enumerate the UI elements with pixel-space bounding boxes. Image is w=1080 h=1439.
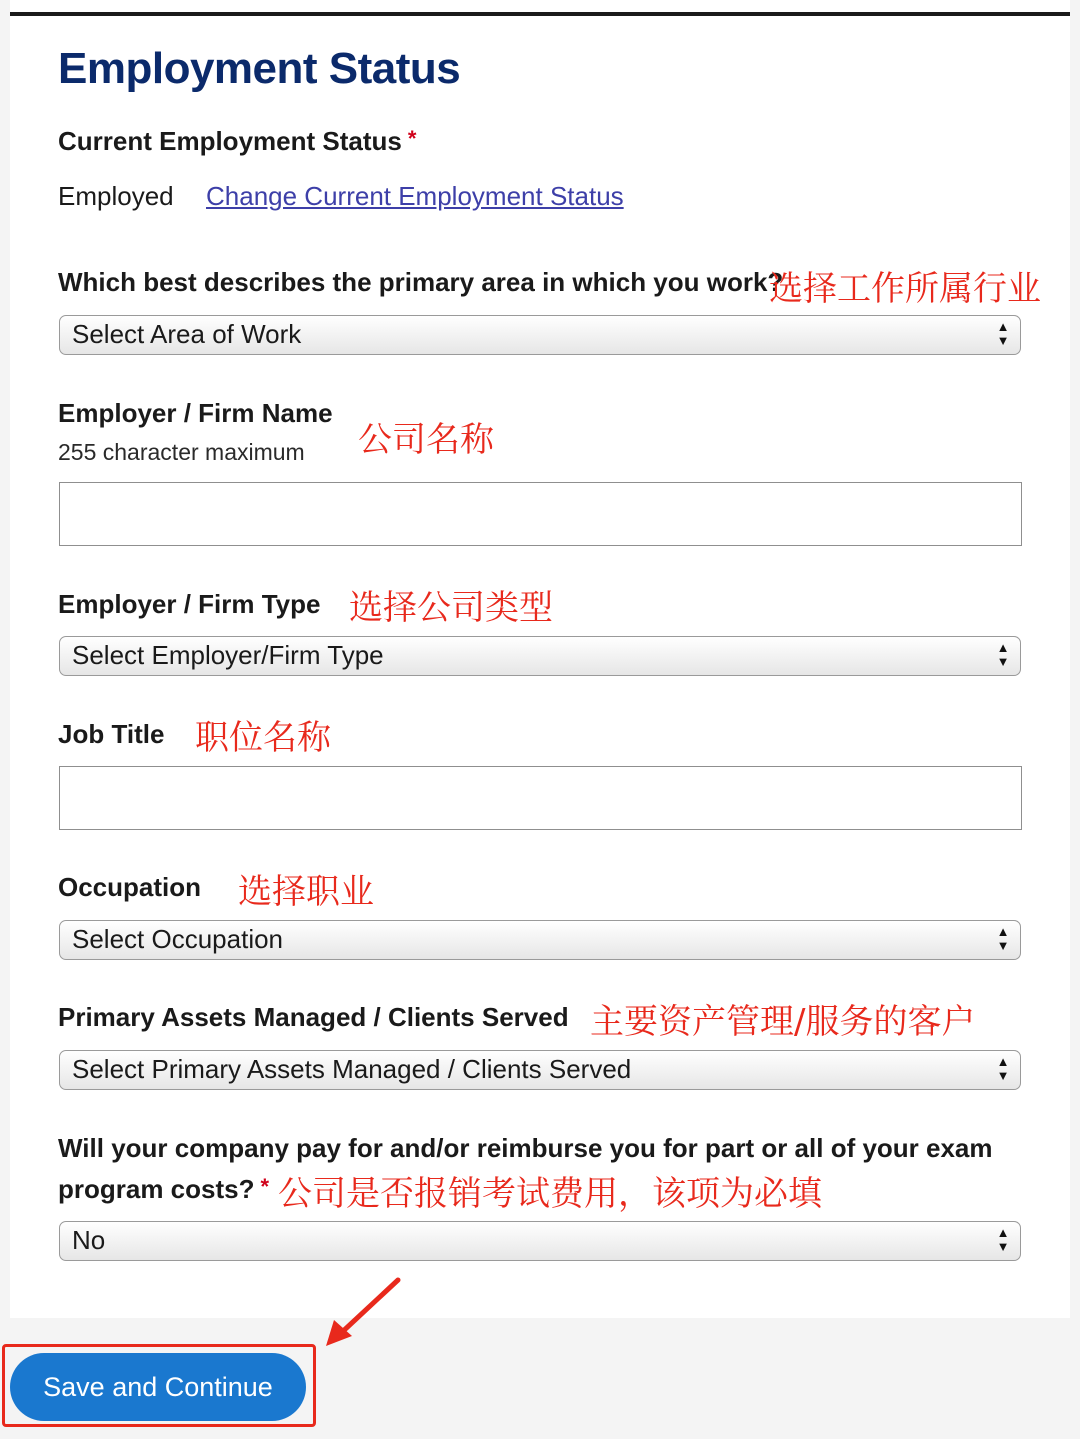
select-arrows-icon: ▲ ▼ (996, 1225, 1010, 1254)
reimburse-select[interactable] (59, 1221, 1021, 1261)
annotation-arrow-icon (320, 1272, 410, 1352)
job-title-annotation: 职位名称 (195, 718, 331, 758)
area-of-work-selected: Select Area of Work (72, 319, 302, 349)
assets-managed-selected: Select Primary Assets Managed / Clients Served (72, 1054, 632, 1084)
select-arrows-icon: ▲ ▼ (996, 1054, 1010, 1083)
page-title: Employment Status (58, 44, 461, 93)
reimburse-selected: No (72, 1225, 106, 1255)
reimburse-label-line2 (58, 1174, 269, 1205)
occupation-label: Occupation (58, 872, 202, 902)
employer-name-input[interactable] (59, 482, 1022, 546)
occupation-annotation: 选择职业 (238, 872, 374, 912)
employer-name-annotation: 公司名称 (358, 420, 494, 460)
current-status-value: Employed (58, 181, 174, 211)
employer-type-annotation: 选择公司类型 (349, 588, 553, 628)
current-status-label (58, 126, 416, 157)
change-status-link[interactable]: Change Current Employment Status (206, 181, 624, 211)
reimburse-annotation: 公司是否报销考试费用，该项为必填 (278, 1174, 822, 1214)
employer-name-hint: 255 character maximum (58, 439, 305, 465)
area-of-work-select[interactable] (59, 315, 1021, 355)
assets-managed-annotation: 主要资产管理/服务的客户 (590, 1002, 976, 1042)
reimburse-label-line2-text: program costs? (58, 1174, 255, 1204)
occupation-selected: Select Occupation (72, 924, 284, 954)
area-of-work-label: Which best describes the primary area in which you work? (58, 267, 784, 297)
current-status-label-text: Current Employment Status (58, 126, 402, 156)
employer-type-select[interactable] (59, 636, 1021, 676)
reimburse-label-line1: Will your company pay for and/or reimburse you for part or all of your exam (58, 1133, 993, 1163)
required-marker: * (260, 1174, 270, 1199)
assets-managed-select[interactable] (59, 1050, 1021, 1090)
select-arrows-icon: ▲ ▼ (996, 924, 1010, 953)
area-of-work-annotation: 选择工作所属行业 (769, 269, 1041, 309)
assets-managed-label: Primary Assets Managed / Clients Served (58, 1002, 569, 1032)
job-title-input[interactable] (59, 766, 1022, 830)
employer-type-label: Employer / Firm Type (58, 589, 321, 619)
occupation-select[interactable] (59, 920, 1021, 960)
save-and-continue-button[interactable]: Save and Continue (10, 1353, 306, 1421)
required-marker: * (407, 126, 417, 151)
select-arrows-icon: ▲ ▼ (996, 319, 1010, 348)
select-arrows-icon: ▲ ▼ (996, 640, 1010, 669)
employer-name-label: Employer / Firm Name (58, 398, 333, 428)
employer-type-selected: Select Employer/Firm Type (72, 640, 384, 670)
top-divider (10, 12, 1070, 16)
job-title-label: Job Title (58, 719, 165, 749)
